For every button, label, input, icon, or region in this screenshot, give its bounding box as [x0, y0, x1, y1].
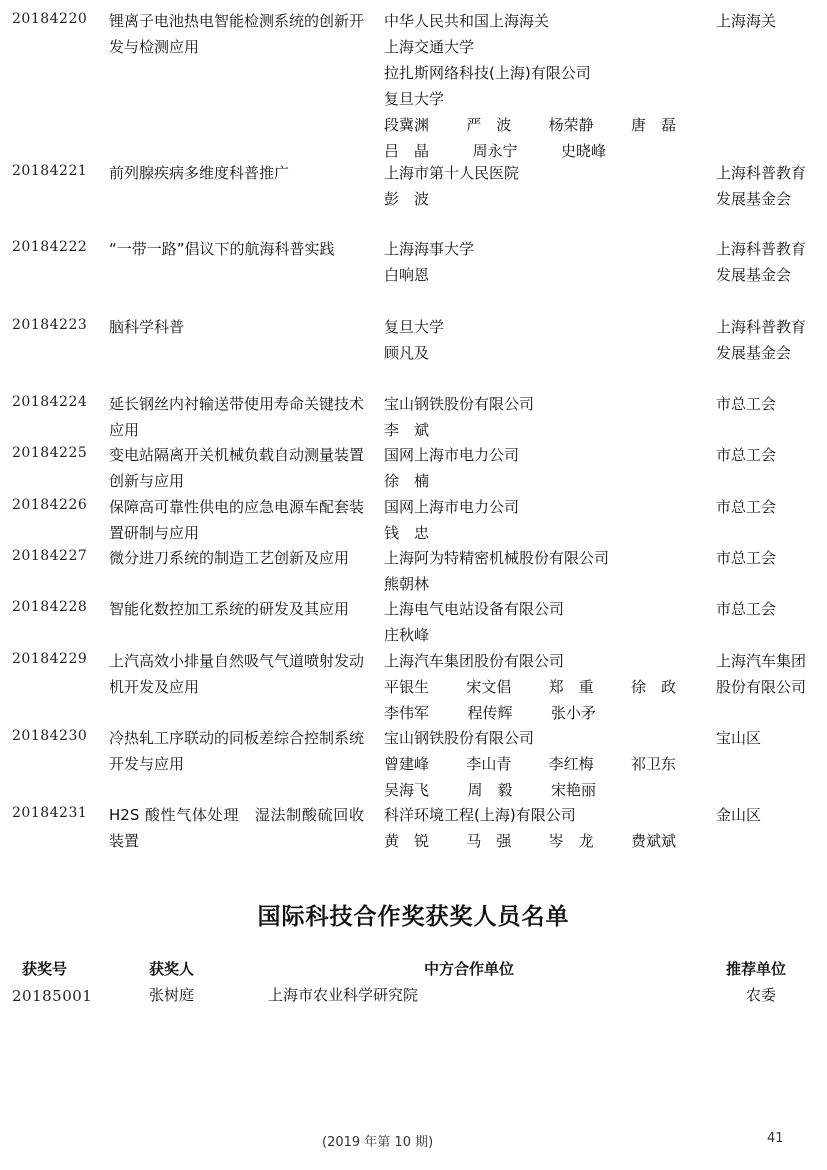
person-name: 周永宁 — [472, 142, 518, 160]
project-title: H2S 酸性气体处理 湿法制酸硫回收装置 — [109, 806, 364, 850]
person-name: 熊朝林 — [384, 575, 430, 593]
org-name: 复旦大学 — [384, 90, 445, 108]
person-name: 张树庭 — [149, 986, 195, 1004]
person-name: 程传辉 — [467, 704, 513, 722]
issue-label: (2019 年第 10 期) — [322, 1135, 434, 1150]
org-list — [384, 648, 684, 726]
header-org: 中方合作单位 — [424, 960, 515, 978]
org-list — [384, 8, 684, 164]
project-title: “一带一路”倡议下的航海科普实践 — [109, 240, 335, 258]
org-list — [384, 236, 684, 288]
org-list — [384, 442, 684, 494]
person-name: 李山青 — [466, 755, 512, 773]
org-name: 宝山钢铁股份有限公司 — [384, 395, 535, 413]
org-name: 拉扎斯网络科技(上海)有限公司 — [384, 64, 591, 82]
person-name: 严 波 — [466, 116, 512, 134]
project-title: 微分进刀系统的制造工艺创新及应用 — [109, 549, 350, 567]
person-name: 史晓峰 — [560, 142, 606, 160]
org-list — [384, 160, 684, 212]
person-names — [384, 674, 676, 700]
person-name: 宋艳丽 — [550, 781, 596, 799]
recommender: 上海科普教育发展基金会 — [716, 318, 807, 362]
project-title: 前列腺疾病多维度科普推广 — [109, 164, 290, 182]
recommender: 市总工会 — [716, 600, 777, 618]
header-person: 获奖人 — [149, 960, 195, 978]
org-name: 上海市农业科学研究院 — [268, 986, 419, 1004]
org-name: 上海海事大学 — [384, 240, 475, 258]
person-name: 徐 政 — [630, 678, 676, 696]
org-list — [384, 596, 684, 648]
person-name: 李 斌 — [384, 421, 430, 439]
person-name: 唐 磊 — [630, 116, 676, 134]
project-title: 上汽高效小排量自然吸气气道喷射发动机开发及应用 — [109, 652, 365, 696]
recommender: 市总工会 — [716, 446, 777, 464]
person-name: 徐 楠 — [384, 472, 430, 490]
recommender: 上海汽车集团股份有限公司 — [716, 652, 807, 696]
award-number: 20184229 — [12, 651, 88, 667]
page-number: 41 — [767, 1131, 784, 1146]
person-name: 吕 晶 — [384, 142, 430, 160]
person-name: 祁卫东 — [630, 755, 676, 773]
award-number: 20184227 — [12, 548, 88, 564]
award-number: 20184223 — [12, 317, 88, 333]
person-name: 彭 波 — [384, 190, 430, 208]
project-title: 变电站隔离开关机械负载自动测量装置创新与应用 — [109, 446, 365, 490]
project-title: 延长钢丝内衬输送带使用寿命关键技术应用 — [109, 395, 365, 439]
award-number: 20184225 — [12, 445, 88, 461]
person-name: 平银生 — [384, 678, 430, 696]
person-name: 曾建峰 — [384, 755, 430, 773]
award-number: 20184220 — [12, 11, 88, 27]
project-title: 锂离子电池热电智能检测系统的创新开发与检测应用 — [109, 12, 365, 56]
person-name: 吴海飞 — [384, 781, 430, 799]
person-name: 李红梅 — [548, 755, 594, 773]
org-name: 上海阿为特精密机械股份有限公司 — [384, 549, 610, 567]
person-name: 段冀渊 — [384, 116, 430, 134]
project-title: 智能化数控加工系统的研发及其应用 — [109, 600, 350, 618]
person-names — [384, 777, 596, 803]
org-list — [384, 725, 684, 803]
org-name: 上海市第十人民医院 — [384, 164, 520, 182]
org-name: 国网上海市电力公司 — [384, 446, 520, 464]
award-number: 20185001 — [12, 987, 93, 1005]
person-name: 费斌斌 — [630, 832, 676, 850]
person-name: 顾凡及 — [384, 344, 430, 362]
recommender: 市总工会 — [716, 549, 777, 567]
person-name: 黄 锐 — [384, 832, 430, 850]
project-title: 脑科学科普 — [109, 318, 185, 336]
org-list — [384, 545, 684, 597]
person-name: 周 毅 — [467, 781, 513, 799]
recommender: 市总工会 — [716, 498, 777, 516]
org-list — [384, 802, 684, 854]
org-name: 上海汽车集团股份有限公司 — [384, 652, 565, 670]
recommender: 农委 — [746, 986, 777, 1004]
org-name: 复旦大学 — [384, 318, 445, 336]
header-recommender: 推荐单位 — [726, 960, 787, 978]
award-number: 20184221 — [12, 163, 88, 179]
award-number: 20184226 — [12, 497, 88, 513]
award-number: 20184224 — [12, 394, 88, 410]
org-list — [384, 391, 684, 443]
org-name: 宝山钢铁股份有限公司 — [384, 729, 535, 747]
award-number: 20184230 — [12, 728, 88, 744]
person-name: 杨荣静 — [548, 116, 594, 134]
person-name: 岑 龙 — [548, 832, 594, 850]
org-name: 上海交通大学 — [384, 38, 475, 56]
project-title: 冷热轧工序联动的同板差综合控制系统开发与应用 — [109, 729, 365, 773]
person-name: 庄秋峰 — [384, 626, 430, 644]
person-names — [384, 112, 676, 138]
person-name: 宋文倡 — [466, 678, 512, 696]
person-name: 张小矛 — [550, 704, 596, 722]
section-title: 国际科技合作奖获奖人员名单 — [257, 903, 570, 930]
org-list — [384, 494, 684, 546]
org-name: 上海电气电站设备有限公司 — [384, 600, 565, 618]
person-name: 钱 忠 — [384, 524, 430, 542]
recommender: 金山区 — [716, 806, 762, 824]
person-names — [384, 700, 596, 726]
person-name: 马 强 — [466, 832, 512, 850]
header-award-number: 获奖号 — [22, 960, 68, 978]
recommender: 上海科普教育发展基金会 — [716, 240, 807, 284]
person-names — [384, 828, 676, 854]
person-name: 郑 重 — [548, 678, 594, 696]
recommender: 上海科普教育发展基金会 — [716, 164, 807, 208]
recommender: 上海海关 — [716, 12, 777, 30]
recommender: 市总工会 — [716, 395, 777, 413]
person-names — [384, 751, 676, 777]
person-name: 白响恩 — [384, 266, 430, 284]
recommender: 宝山区 — [716, 729, 762, 747]
person-name: 李伟军 — [384, 704, 430, 722]
award-number: 20184228 — [12, 599, 88, 615]
award-number: 20184231 — [12, 805, 88, 821]
project-title: 保障高可靠性供电的应急电源车配套装置研制与应用 — [109, 498, 365, 542]
org-list — [384, 314, 684, 366]
org-name: 科洋环境工程(上海)有限公司 — [384, 806, 576, 824]
award-number: 20184222 — [12, 239, 88, 255]
org-name: 中华人民共和国上海海关 — [384, 12, 550, 30]
org-name: 国网上海市电力公司 — [384, 498, 520, 516]
